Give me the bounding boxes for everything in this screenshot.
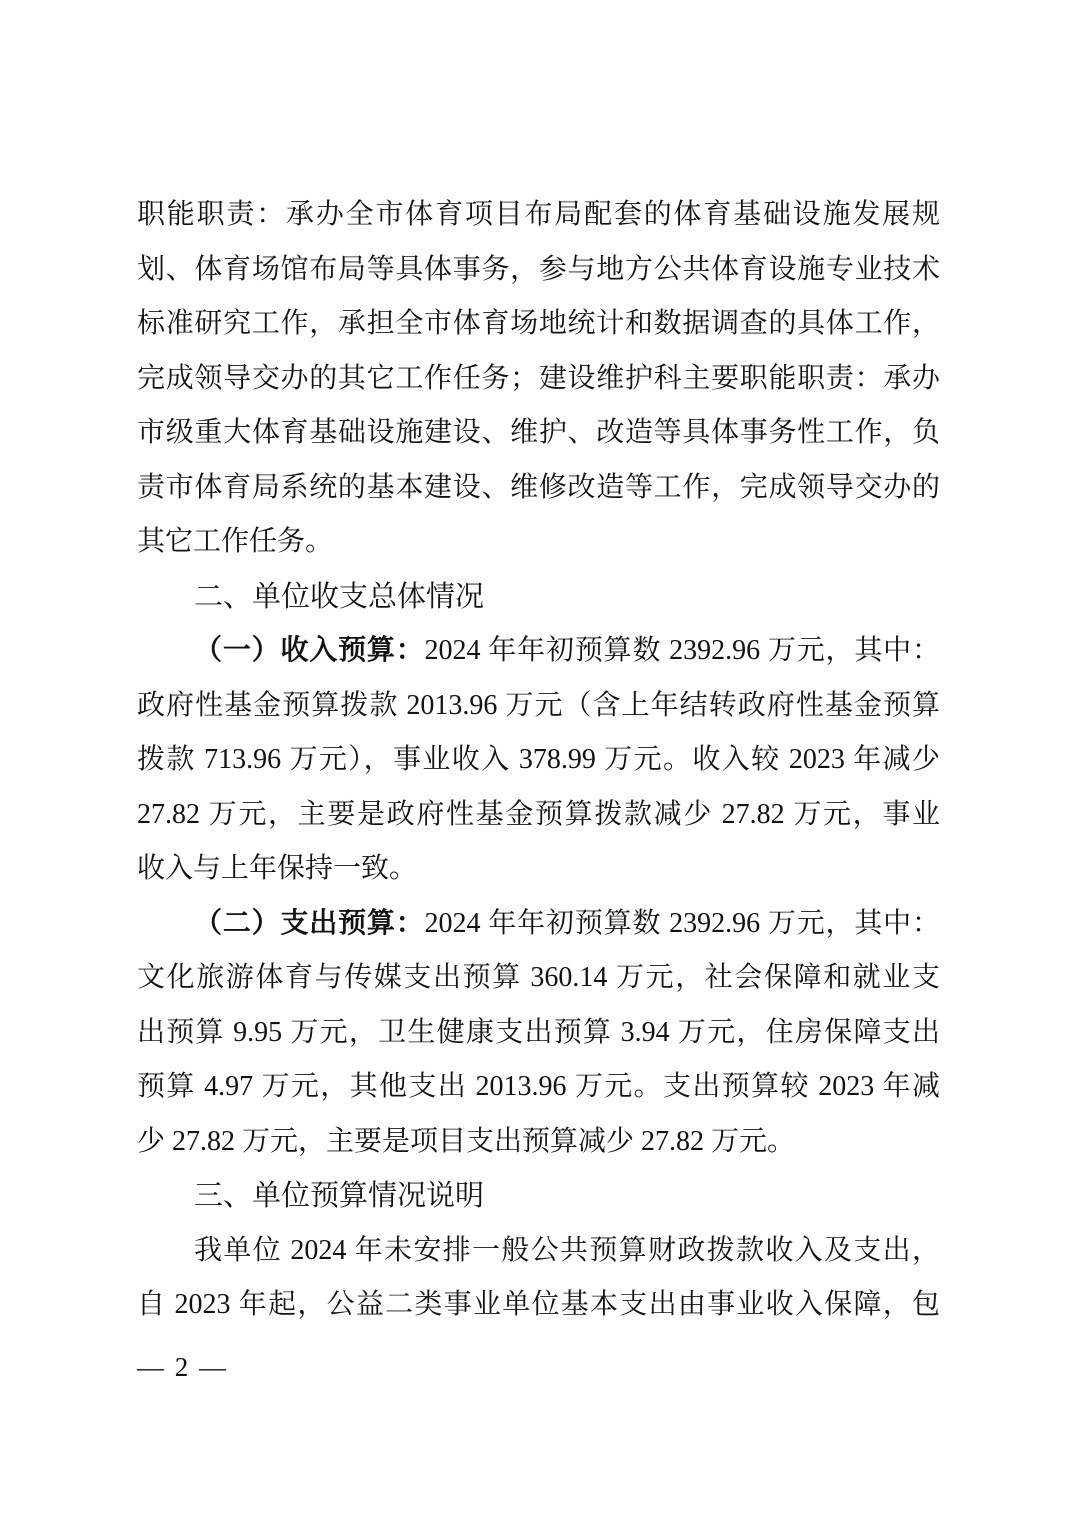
- text-run: 标准研究工作，承担全市体育场地统计和数据调查的具体工作，: [137, 308, 940, 339]
- text-line: [137, 461, 940, 516]
- text-run: 文化旅游体育与传媒支出预算 360.14 万元，社会保障和就业支: [137, 962, 940, 993]
- text-line: [137, 406, 940, 461]
- text-line: [137, 352, 940, 407]
- text-line: [137, 1006, 940, 1061]
- text-line: [137, 897, 940, 952]
- document-body: [137, 188, 940, 1333]
- section-heading: [137, 570, 940, 625]
- text-line: [137, 188, 940, 243]
- page-number: — 2 —: [137, 1352, 228, 1382]
- text-line: [137, 515, 940, 570]
- text-line: [137, 951, 940, 1006]
- text-run: 拨款 713.96 万元），事业收入 378.99 万元。收入较 2023 年减少: [137, 744, 940, 775]
- text-line: [137, 1224, 940, 1279]
- text-run: 划、体育场馆布局等具体事务，参与地方公共体育设施专业技术: [137, 253, 940, 285]
- text-run: 完成领导交办的其它工作任务；建设维护科主要职能职责：承办: [137, 362, 940, 394]
- text-run: 少 27.82 万元，主要是项目支出预算减少 27.82 万元。: [137, 1125, 796, 1157]
- text-run: 自 2023 年起，公益二类事业单位基本支出由事业收入保障，包: [137, 1289, 940, 1320]
- text-line: [137, 1115, 940, 1170]
- text-line: [137, 788, 940, 843]
- text-run: 三、单位预算情况说明: [194, 1180, 485, 1212]
- bold-text-run: （一）收入预算：: [194, 635, 425, 666]
- text-run: 责市体育局系统的基本建设、维修改造等工作，完成领导交办的: [137, 471, 940, 503]
- text-line: [137, 733, 940, 788]
- text-run: 2024 年年初预算数 2392.96 万元，其中：: [424, 635, 940, 666]
- text-line: [137, 1060, 940, 1115]
- text-line: [137, 1278, 940, 1333]
- text-run: 2024 年年初预算数 2392.96 万元，其中：: [424, 907, 940, 939]
- text-run: 出预算 9.95 万元，卫生健康支出预算 3.94 万元，住房保障支出: [137, 1016, 940, 1048]
- text-run: 政府性基金预算拨款 2013.96 万元（含上年结转政府性基金预算: [137, 689, 940, 721]
- text-line: [137, 842, 940, 897]
- text-run: 其它工作任务。: [137, 526, 334, 557]
- text-line: [137, 624, 940, 679]
- text-run: 职能职责：承办全市体育项目布局配套的体育基础设施发展规: [137, 199, 940, 230]
- text-run: 收入与上年保持一致。: [137, 853, 418, 884]
- text-run: 预算 4.97 万元，其他支出 2013.96 万元。支出预算较 2023 年减: [137, 1071, 940, 1102]
- text-line: [137, 679, 940, 734]
- text-line: [137, 243, 940, 298]
- text-line: [137, 297, 940, 352]
- text-run: 我单位 2024 年未安排一般公共预算财政拨款收入及支出，: [194, 1234, 940, 1266]
- section-heading: [137, 1169, 940, 1224]
- bold-text-run: （二）支出预算：: [194, 907, 425, 939]
- text-run: 二、单位收支总体情况: [194, 580, 485, 613]
- text-run: 市级重大体育基础设施建设、维护、改造等具体事务性工作，负: [137, 417, 940, 448]
- text-run: 27.82 万元，主要是政府性基金预算拨款减少 27.82 万元，事业: [137, 798, 940, 830]
